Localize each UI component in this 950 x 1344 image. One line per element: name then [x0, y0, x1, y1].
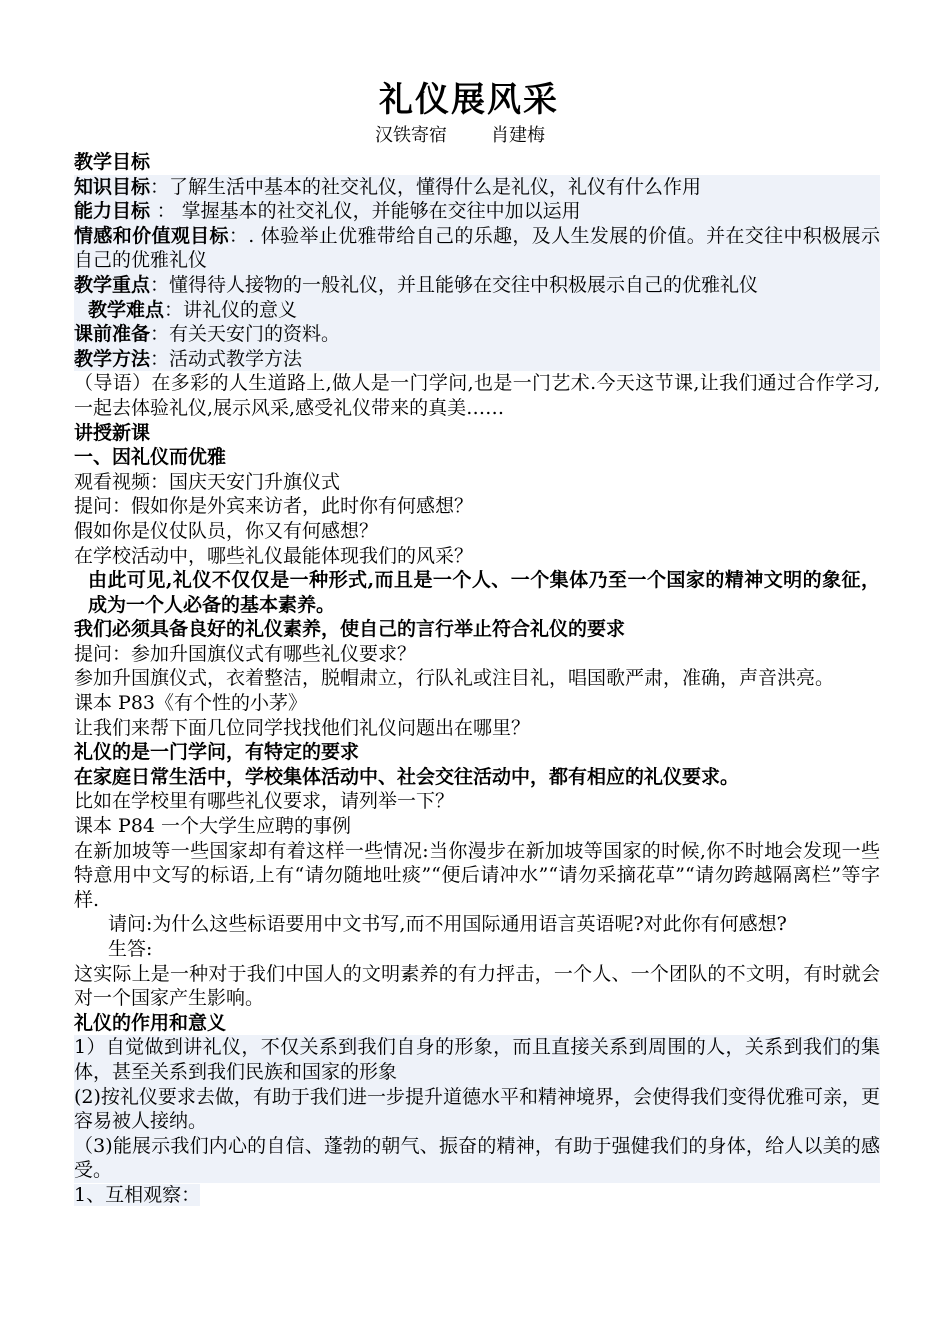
teaching-difficulty: 教学难点：讲礼仪的意义 — [74, 298, 880, 323]
author-line — [40, 122, 880, 150]
etiquette-statement: 礼仪的是一门学问，有特定的要求 — [74, 741, 360, 764]
singapore-paragraph: 在新加坡等一些国家却有着这样一些情况:当你漫步在新加坡等国家的时候,你不时地会发现一些特意用中文写的标语,上有“请勿随地吐痰”“便后请冲水”“请勿采摘花草”“请勿跨越隔离栏”等字样. — [74, 839, 880, 911]
document-title: 礼仪展风采 — [379, 80, 559, 120]
textbook-p83: 课本 P83《有个性的小茅》 — [74, 692, 308, 715]
video-line: 观看视频：国庆天安门升旗仪式 — [74, 470, 341, 493]
knowledge-objective: 知识目标：了解生活中基本的社交礼仪，懂得什么是礼仪，礼仪有什么作用 — [74, 175, 880, 200]
conclusion-paragraph: 由此可见,礼仪不仅仅是一种形式,而且是一个人、一个集体乃至一个国家的精神文明的象征，成为一个人必备的基本素养。 — [88, 569, 880, 616]
conclusion-requirement: 我们必须具备良好的礼仪素养，使自己的言行举止符合礼仪的要求 — [74, 618, 626, 641]
section-one-heading: 一、因礼仪而优雅 — [74, 446, 227, 469]
help-prompt: 让我们来帮下面几位同学找找他们礼仪问题出在哪里？ — [74, 716, 531, 739]
class-preparation: 课前准备：有关天安门的资料。 — [74, 322, 880, 347]
objectives-heading: 教学目标 — [74, 151, 151, 173]
lesson-plan-document — [74, 78, 880, 1208]
observe-item: 1、互相观察： — [74, 1183, 201, 1206]
reply-paragraph: 这实际上是一种对于我们中国人的文明素养的有力抨击，一个人、一个团队的不文明，有时就会对一个国家产生影响。 — [74, 962, 880, 1010]
student-answer-label: 生答: — [108, 938, 153, 960]
role-item-one: 1）自觉做到讲礼仪，不仅关系到我们自身的形象，而且直接关系到周围的人，关系到我们的集体，甚至关系到我们民族和国家的形象 — [74, 1036, 880, 1083]
question-two: 假如你是仪仗队员，你又有何感想？ — [74, 519, 379, 542]
etiquette-requirements: 在家庭日常生活中，学校集体活动中、社会交往活动中，都有相应的礼仪要求。 — [74, 765, 740, 788]
emotion-objective: 情感和价值观目标：. 体验举止优雅带给自己的乐趣，及人生发展的价值。并在交往中积极展示自己的优雅礼仪 — [74, 224, 880, 272]
question-three: 在学校活动中，哪些礼仪最能体现我们的风采？ — [74, 544, 474, 567]
ability-objective: 能力目标 ： 掌握基本的社交礼仪，并能够在交往中加以运用 — [74, 199, 880, 224]
author-school: 汉铁寄宿 — [375, 125, 447, 146]
question-paragraph: 请问:为什么这些标语要用中文书写,而不用国际通用语言英语呢?对此你有何感想? — [108, 913, 787, 936]
teaching-method: 教学方法：活动式教学方法 — [74, 347, 880, 372]
role-heading: 礼仪的作用和意义 — [74, 1011, 227, 1034]
role-item-three: （3)能展示我们内心的自信、蓬勃的朝气、振奋的精神，有助于强健我们的身体，给人以美的感受。 — [74, 1134, 880, 1182]
question-four: 提问：参加升国旗仪式有哪些礼仪要求？ — [74, 642, 417, 665]
textbook-p84: 课本 P84 一个大学生应聘的事例 — [74, 815, 352, 838]
intro-paragraph: （导语）在多彩的人生道路上,做人是一门学问,也是一门艺术.今天这节课,让我们通过合作学习,一起去体验礼仪,展示风采,感受礼仪带来的真美…… — [74, 372, 880, 419]
role-item-two: (2)按礼仪要求去做，有助于我们进一步提升道德水平和精神境界，会使得我们变得优雅可亲，更容易被人接纳。 — [74, 1085, 880, 1133]
answer-four: 参加升国旗仪式，衣着整洁，脱帽肃立，行队礼或注目礼，唱国歌严肃，准确，声音洪亮。 — [74, 667, 835, 690]
school-requirements-prompt: 比如在学校里有哪些礼仪要求，请列举一下？ — [74, 790, 455, 813]
new-lesson-heading: 讲授新课 — [74, 421, 151, 444]
question-one: 提问：假如你是外宾来访者，此时你有何感想？ — [74, 495, 474, 518]
author-name: 肖建梅 — [491, 125, 545, 146]
teaching-key-point: 教学重点：懂得待人接物的一般礼仪，并且能够在交往中积极展示自己的优雅礼仪 — [74, 273, 880, 298]
